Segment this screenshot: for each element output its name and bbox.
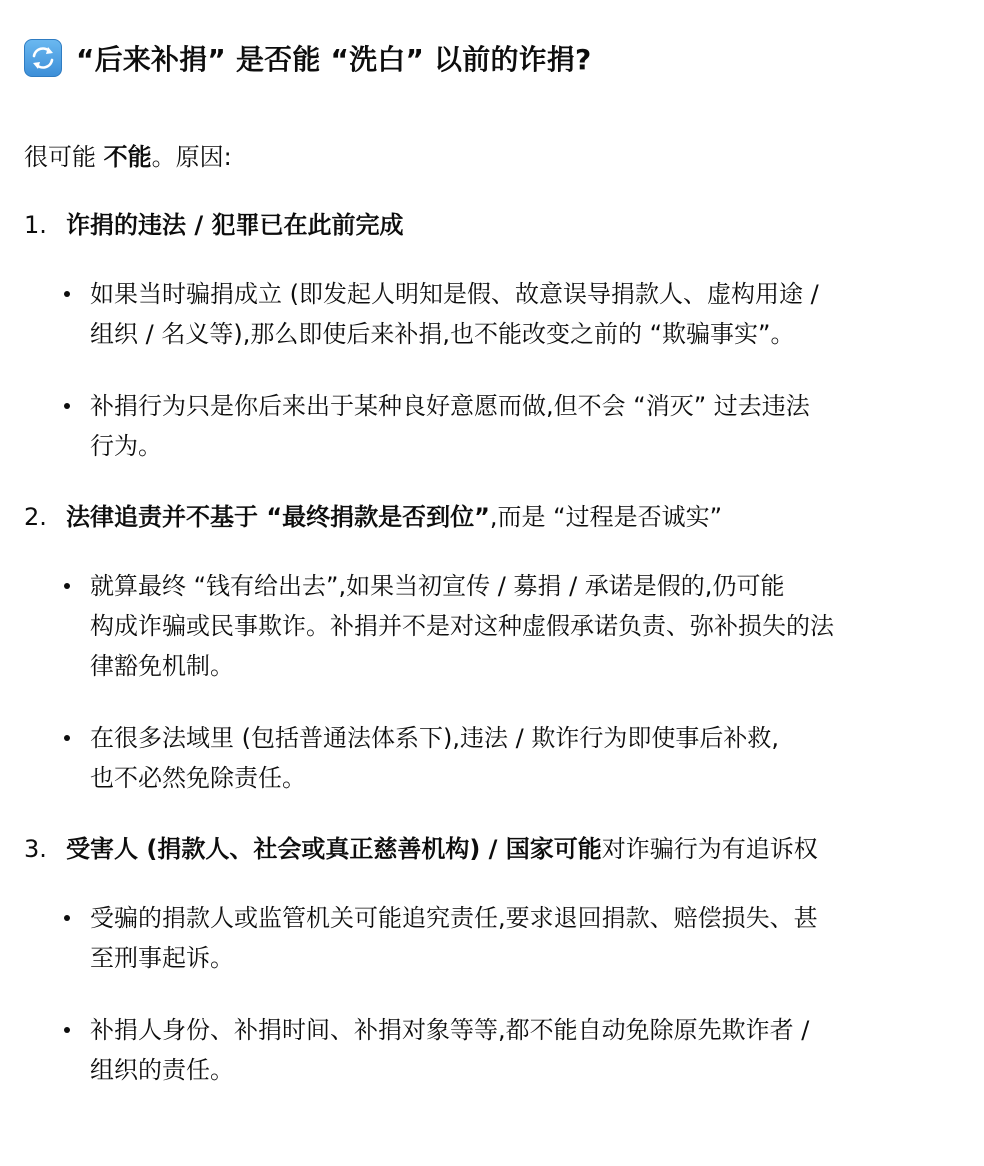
intro-suffix: 。原因: bbox=[151, 143, 232, 171]
bullet-list bbox=[24, 274, 956, 466]
list-item-line: 组织 / 名义等),那么即使后来补捐,也不能改变之前的 “欺骗事实”。 bbox=[90, 320, 795, 348]
bullet-list bbox=[24, 566, 956, 798]
list-item-line: 组织的责任。 bbox=[90, 1056, 234, 1084]
bullet-dot bbox=[64, 403, 70, 409]
list-item bbox=[24, 386, 956, 466]
bullet-dot bbox=[64, 1027, 70, 1033]
section-number: 1. bbox=[24, 211, 47, 239]
bullet-dot bbox=[64, 735, 70, 741]
list-item-line: 就算最终 “钱有给出去”,如果当初宣传 / 募捐 / 承诺是假的,仍可能 bbox=[90, 572, 785, 600]
bullet-dot bbox=[64, 291, 70, 297]
bullet-dot bbox=[64, 583, 70, 589]
section-3 bbox=[24, 832, 956, 1090]
section-title-bold: 受害人 (捐款人、社会或真正慈善机构) / 国家可能 bbox=[66, 835, 602, 863]
section-1 bbox=[24, 208, 956, 466]
list-item bbox=[24, 566, 956, 686]
list-item-line: 受骗的捐款人或监管机关可能追究责任,要求退回捐款、赔偿损失、甚 bbox=[90, 904, 818, 932]
bullet-dot bbox=[64, 915, 70, 921]
heading bbox=[24, 32, 956, 84]
section-title bbox=[24, 500, 956, 534]
section-number: 3. bbox=[24, 835, 47, 863]
list-item-line: 律豁免机制。 bbox=[90, 652, 234, 680]
section-number: 2. bbox=[24, 503, 47, 531]
list-item-line: 也不必然免除责任。 bbox=[90, 764, 306, 792]
section-2 bbox=[24, 500, 956, 798]
intro-bold: 不能 bbox=[103, 143, 152, 171]
section-title-bold: 诈捐的违法 / 犯罪已在此前完成 bbox=[66, 211, 404, 239]
refresh-arrows-icon bbox=[24, 39, 62, 77]
list-item-line: 在很多法域里 (包括普通法体系下),违法 / 欺诈行为即使事后补救, bbox=[90, 724, 779, 752]
list-item-line: 如果当时骗捐成立 (即发起人明知是假、故意误导捐款人、虚构用途 / bbox=[90, 280, 819, 308]
bullet-list bbox=[24, 898, 956, 1090]
section-title-bold: 法律追责并不基于 “最终捐款是否到位” bbox=[66, 503, 490, 531]
list-item-line: 补捐行为只是你后来出于某种良好意愿而做,但不会 “消灭” 过去违法 bbox=[90, 392, 810, 420]
section-title-rest: ,而是 “过程是否诚实” bbox=[489, 503, 723, 531]
section-title bbox=[24, 832, 956, 866]
intro-prefix: 很可能 bbox=[24, 143, 104, 171]
heading-title: “后来补捐” 是否能 “洗白” 以前的诈捐? bbox=[76, 43, 592, 76]
list-item bbox=[24, 718, 956, 798]
list-item-line: 行为。 bbox=[90, 432, 162, 460]
list-item bbox=[24, 898, 956, 978]
section-title-rest: 对诈骗行为有追诉权 bbox=[601, 835, 818, 863]
list-item-line: 补捐人身份、补捐时间、补捐对象等等,都不能自动免除原先欺诈者 / bbox=[90, 1016, 810, 1044]
list-item-line: 至刑事起诉。 bbox=[90, 944, 234, 972]
list-item bbox=[24, 1010, 956, 1090]
list-item bbox=[24, 274, 956, 354]
intro-line bbox=[24, 140, 956, 174]
section-title bbox=[24, 208, 956, 242]
list-item-line: 构成诈骗或民事欺诈。补捐并不是对这种虚假承诺负责、弥补损失的法 bbox=[90, 612, 834, 640]
